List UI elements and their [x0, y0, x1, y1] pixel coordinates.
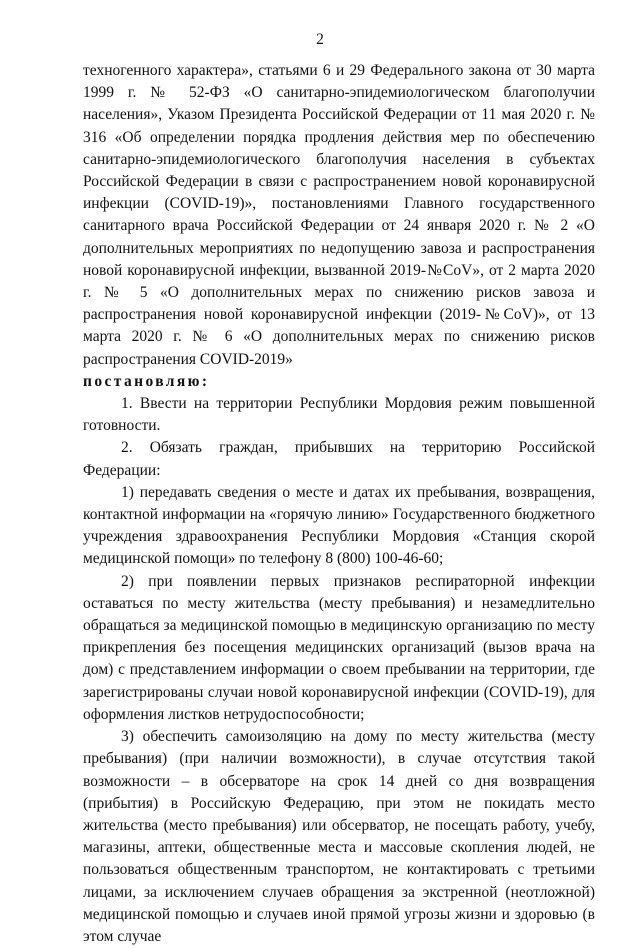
item-2-subitem-3: 3) обеспечить самоизоляцию на дому по месту жительства (месту пребывания) (при наличии возможности), в случае отсутствия такой возможности – в обсерваторе на срок 14 дней со дня возвращения (прибытия) в Российскую Федерацию, при этом не покидать место жительства (место пребывания) или обсерватор, не посещать работу, учебу, магазины, аптеки, общественные места и массовые скопления людей, не пользоваться общественным транспортом, не контактировать с третьими лицами, за исключением случаев обращения за экстренной (неотложной) медицинской помощью и случаев иной прямой угрозы жизни и здоровью (в этом случае	[83, 728, 595, 945]
item-2-subitem-2: 2) при появлении первых признаков респираторной инфекции оставаться по месту жительства (месту пребывания) и незамедлительно обращаться за медицинской помощью в медицинскую организацию по месту прикрепления без посещения медицинских организаций (вызов врача на дом) с представлением информации о своем пребывании на территории, где зарегистрированы случаи новой коронавирусной инфекции (COVID-19), для оформления листков нетрудоспособности;	[83, 572, 595, 723]
item-1-paragraph: 1. Ввести на территории Республики Мордовия режим повышенной готовности.	[83, 395, 595, 435]
resolve-heading: постановляю:	[83, 372, 210, 390]
preamble-paragraph: техногенного характера», статьями 6 и 29 Федерального закона от 30 марта 1999 г. № 52-ФЗ «О санитарно-эпидемиологическом благополучии населения», Указом Президента Российской Федерации от 11 мая 2020 г. № 316 «Об определении порядка продления действия мер по обеспечению санитарно-эпидемиологического благополучия населения в субъектах Российской Федерации в связи с распространением новой коронавирусной инфекции (COVID-19)», постановлениями Главного государственного санитарного врача Российской Федерации от 24 января 2020 г. № 2 «О дополнительных мероприятиях по недопущению завоза и распространения новой коронавирусной инфекции, вызванной 2019-№CoV», от 2 марта 2020 г. № 5 «О дополнительных мерах по снижению рисков завоза и распространения новой коронавирусной инфекции (2019-№CoV)», от 13 марта 2020 г. № 6 «О дополнительных мерах по снижению рисков распространения COVID-2019»	[83, 62, 595, 368]
item-2-paragraph: 2. Обязать граждан, прибывших на территорию Российской Федерации:	[83, 439, 595, 479]
page-number: 2	[316, 31, 324, 48]
document-body	[83, 60, 595, 948]
item-2-subitem-1: 1) передавать сведения о месте и датах их пребывания, возвращения, контактной информации на «горячую линию» Государственного бюджетного учреждения здравоохранения Республики Мордовия «Станция скорой медицинской помощи» по телефону 8 (800) 100-46-60;	[83, 483, 595, 568]
